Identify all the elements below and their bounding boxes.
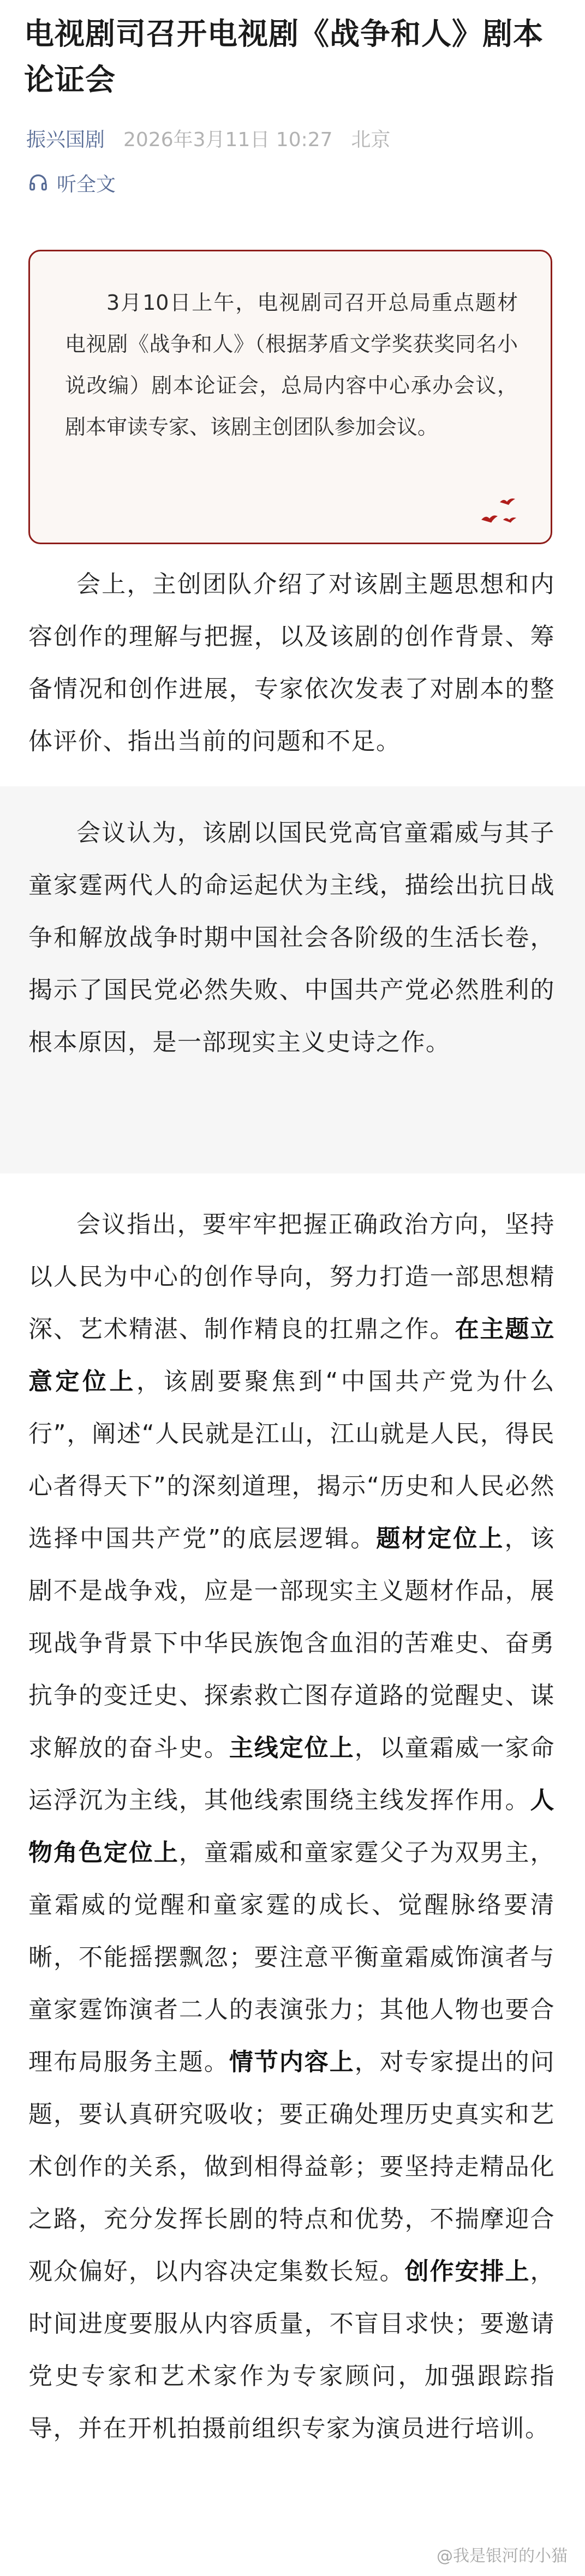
paragraph-3-text: ，时间进度要服从内容质量，不盲目求快；要邀请党史专家和艺术家作为专家顾问，加强跟踪指导，并在开机拍摄前组织专家为演员进行培训。	[28, 2258, 555, 2442]
summary-text: 3月10日上午，电视剧司召开总局重点题材电视剧《战争和人》（根据茅盾文学奖获奖同名小说改编）剧本论证会，总局内容中心承办会议，剧本审读专家、该剧主创团队参加会议。	[65, 291, 518, 439]
key-point-characters: 人物角色定位上	[28, 1786, 555, 1867]
bird-icon	[503, 515, 517, 526]
publish-date: 2026年3月11日 10:27	[123, 128, 333, 151]
paragraph-1: 会上，主创团队介绍了对该剧主题思想和内容创作的理解与把握，以及该剧的创作背景、筹备情况和创作进展，专家依次发表了对剧本的整体评价、指出当前的问题和不足。	[28, 570, 555, 755]
listen-label: 听全文	[57, 173, 116, 196]
article-meta	[26, 124, 391, 152]
paragraph-3-text: ，童霜威和童家霆父子为双男主，童霜威的觉醒和童家霆的成长、觉醒脉络要清晰，不能摇摆飘忽；要注意平衡童霜威饰演者与童家霆饰演者二人的表演张力；其他人物也要合理布局服务主题。	[28, 1839, 556, 2076]
paragraph-3-text: 会议指出，要牢牢把握正确政治方向，坚持以人民为中心的创作导向，努力打造一部思想精深、艺术精湛、制作精良的扛鼎之作。	[28, 1211, 555, 1343]
key-point-theme: 在主题立意定位上	[28, 1315, 556, 1395]
bird-icon	[499, 497, 516, 509]
paragraph-3-text: ，以童霜威一家命运浮沉为主线，其他线索围绕主线发挥作用。	[28, 1734, 556, 1814]
article-title: 电视剧司召开电视剧《战争和人》剧本论证会	[24, 16, 544, 97]
key-point-mainline: 主线定位上	[229, 1734, 355, 1762]
paragraph-2: 会议认为，该剧以国民党高官童霜威与其子童家霆两代人的命运起伏为主线，描绘出抗日战争和解放战争时期中国社会各阶级的生活长卷，揭示了国民党必然失败、中国共产党必然胜利的根本原因，是一部现实主义史诗之作。	[28, 819, 555, 1056]
key-point-subject: 题材定位上	[376, 1525, 505, 1552]
paragraph-3-text: ，对专家提出的问题，要认真研究吸收；要正确处理历史真实和艺术创作的关系，做到相得益彰；要坚持走精品化之路，充分发挥长剧的特点和优势，不揣摩迎合观众偏好，以内容决定集数长短。	[28, 2048, 556, 2285]
listen-button[interactable]	[28, 169, 116, 196]
paragraph-3-text: ，该剧不是战争戏，应是一部现实主义题材作品，展现战争背景下中华民族饱含血泪的苦难史、奋勇抗争的变迁史、探索救亡图存道路的觉醒史、谋求解放的奋斗史。	[28, 1525, 556, 1762]
paragraph-3-text: ，该剧要聚焦到“中国共产党为什么行”，阐述“人民就是江山，江山就是人民，得民心者得天下”的深刻道理，揭示“历史和人民必然选择中国共产党”的底层逻辑。	[28, 1368, 556, 1552]
paragraph-3	[28, 1199, 555, 2455]
key-point-schedule: 创作安排上	[404, 2258, 530, 2285]
key-point-plot: 情节内容上	[229, 2048, 355, 2076]
headphones-icon	[28, 173, 48, 192]
summary-box	[28, 250, 552, 544]
publish-location: 北京	[351, 128, 391, 151]
watermark: @我是银河的小猫	[437, 2547, 568, 2566]
author-link[interactable]: 振兴国剧	[26, 128, 105, 151]
bird-icon	[481, 512, 498, 526]
